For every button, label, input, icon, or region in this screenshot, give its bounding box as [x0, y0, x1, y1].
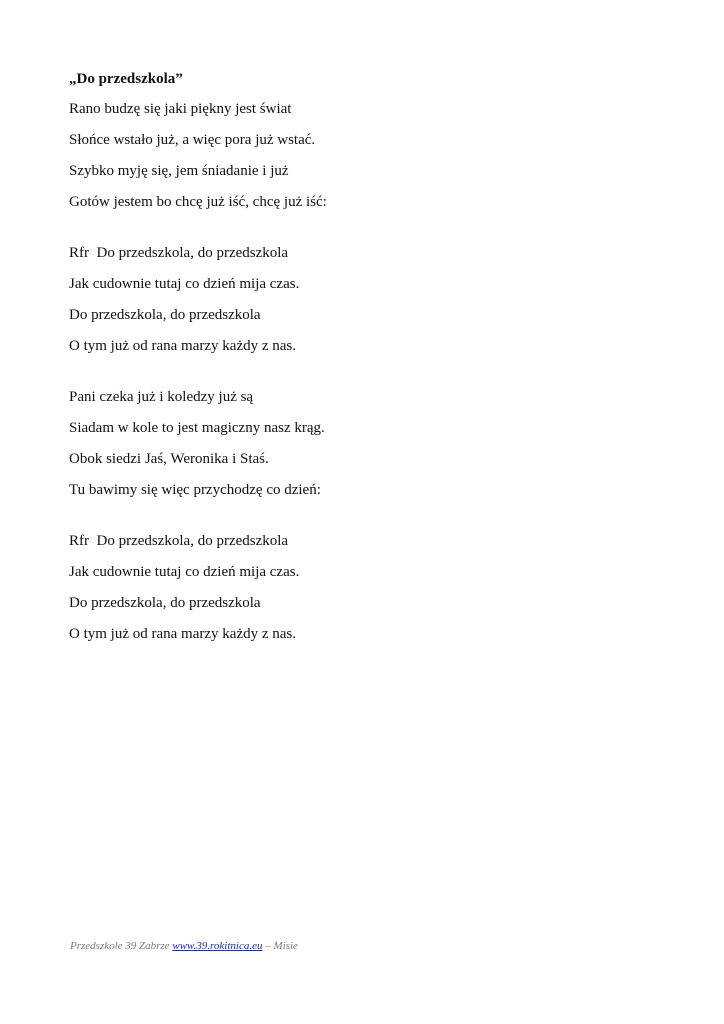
chorus-line: Jak cudownie tutaj co dzień mija czas. — [69, 564, 300, 580]
stanza-line: Szybko myję się, jem śniadanie i już — [69, 163, 289, 179]
chorus-line: Jak cudownie tutaj co dzień mija czas. — [69, 276, 300, 292]
footer-prefix: Przedszkole 39 Zabrze — [70, 940, 173, 952]
chorus-line: O tym już od rana marzy każdy z nas. — [69, 338, 296, 354]
stanza-line: Tu bawimy się więc przychodzę co dzień: — [69, 482, 321, 498]
page-footer — [70, 940, 298, 952]
footer-suffix: – Misie — [262, 940, 298, 952]
chorus-2 — [69, 531, 669, 644]
footer-website-link[interactable]: www.39.rokitnica.eu — [172, 940, 263, 952]
chorus-line: O tym już od rana marzy każdy z nas. — [69, 626, 296, 642]
stanza-line: Gotów jestem bo chcę już iść, chcę już iść: — [69, 194, 327, 210]
chorus-1 — [69, 243, 669, 356]
stanza-2 — [69, 387, 669, 500]
stanza-1 — [69, 99, 669, 212]
stanza-line: Rano budzę się jaki piękny jest świat — [69, 101, 292, 117]
stanza-line: Pani czeka już i koledzy już są — [69, 389, 254, 405]
song-title: „Do przedszkola” — [69, 71, 183, 87]
chorus-line: Rfr Do przedszkola, do przedszkola — [69, 245, 289, 261]
chorus-line: Do przedszkola, do przedszkola — [69, 595, 261, 611]
stanza-line: Siadam w kole to jest magiczny nasz krąg. — [69, 420, 325, 436]
stanza-line: Słońce wstało już, a więc pora już wstać. — [69, 132, 316, 148]
chorus-line: Do przedszkola, do przedszkola — [69, 307, 261, 323]
stanza-line: Obok siedzi Jaś, Weronika i Staś. — [69, 451, 269, 467]
chorus-line: Rfr Do przedszkola, do przedszkola — [69, 533, 289, 549]
song-content — [69, 69, 669, 675]
